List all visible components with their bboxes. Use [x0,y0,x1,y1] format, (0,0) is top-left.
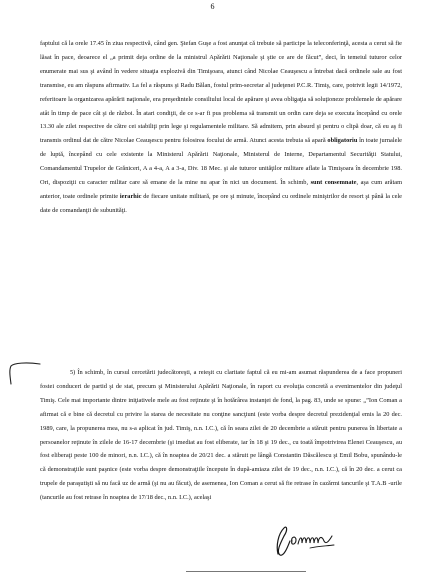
paragraph-1-emphasis-ierarhic: ierarhic [119,192,142,200]
paragraph-1-text: , aşa cum arătam anterior, toate ordinele primite [40,179,403,200]
footer-rule [186,571,306,572]
paragraph-2-text: 5) În schimb, în cursul cercetării judecătoreşti, a reieşit cu claritate faptul că eu mi-am asumat răspunderea de a face propuneri fostei conduceri de partid şi de stat, precum şi Ministerului Apărării Naţionale, în raport cu evoluţia concretă a evenimentelor din judeţul Timiş. Cele mai importante dintre iniţiativele mele au fost reţinute şi în hotărârea instanţei de fond, la pag. 83, unde se spune: „”Ion Coman a afirmat că e bine că decretul cu privire la starea de necesitate nu conţine sancţiuni (este vorba despre decretul prezidenţial emis la 20 dec. 1989, care, la propunerea mea, nu s-a aplicat în jud. Timiş, n.n. I.C.), că în seara zilei de 20 decembrie a stăruit pentru punerea în libertate a persoanelor reţinute în zilele de 16-17 decembrie (şi imediat au fost eliberate, iar în 18 şi 19 dec., cu toată împotrivirea Elenei Ceauşescu, au fost eliberaţi peste 100 de minori, n.n. I.C.), că în noaptea de 20/21 dec. a stăruit pe lângă Constantin Dăscălescu şi Emil Bobu, spunându-le că demonstraţiile sunt paşnice (este vorba despre demonstraţiile începute în după-amiaza zilei de 19 dec., n.n. I.C.), că în 20 dec. a cerut ca trupele de paraşutişti să nu facă uz de armă (şi nu au făcut), de asemenea, Ion Coman a cerut să fie retrase în cazărmi tancurile şi T.A.B -urile (tancurile au fost retrase în noaptea de 17/18 dec., n.n. I.C.), acelaşi [40,369,402,502]
paragraph-1 [40,37,402,218]
paragraph-1-text: faptului că la orele 17.45 în ziua respectivă, când gen. Ştefan Guşe a fost anunţat că trebuie să participe la teleconferinţă, acesta a cerut să fie lăsat în pace, deoarece el „a primit deja ordine de la ministrul Apărării Naţionale şi ştie ce are de făcut”, deci, în temeiul tuturor celor enumerate mai sus şi având în vedere situaţia explozivă din Timişoara, atunci când Nicolae Ceauşescu a întrebat dacă ordinele sale au fost transmise, eu am răspuns afirmativ. La fel a răspuns şi Radu Bălan, fostul prim-secretar al judeţenei P.C.R. Timiş, care, potrivit legii 14/1972, referitoare la organizarea apărării naţionale, era preşedintele consiliului local de apărare şi avea obligaţia să soluţioneze problemele de apărare atât în timp de pace cât şi de război. În atari condiţii, de ce s-ar fi pus problema să transmit un ordin care deja se executa începând cu orele 13.30 ale zilei respective de către cei stabiliţi prin lege şi regulamentele militare. Să admitem, prin absurd şi pentru o clipă doar, că eu aş fi transmis ordinul dat de către Nicolae Ceauşescu pentru folosirea focului de armă. Atunci acesta trebuia să apară [40,40,402,145]
paragraph-1-emphasis-sunt-consemnate: sunt consemnate [310,179,357,187]
handwritten-signature [268,524,336,558]
paragraph-1-text: de fiecare unitate militară, pe ore şi minute, începând cu ordinele miniştrilor de resort şi până la cele date de comandanţii de subunităţi. [40,192,402,214]
page-number: 6 [210,2,215,11]
paragraph-1-text: în toate jurnalele de luptă, începând cu cele existente la Ministerul Apărării Naţionale, Ministerul de Interne, Departamentul Securităţii Statului, Comandamentul Trupelor de Grăniceri, A a 4-a, A a 3-a, Div. 18 Mec. şi ale tuturor unităţilor militare aflate la Timişoara în decembrie 198. Ori, dispoziţii cu caracter militar care să emane de la mine nu apar în nici un document. În schimb, [40,137,402,187]
paragraph-1-emphasis-obligatoriu: obligatoriu [327,137,358,145]
paragraph-2 [40,366,402,505]
